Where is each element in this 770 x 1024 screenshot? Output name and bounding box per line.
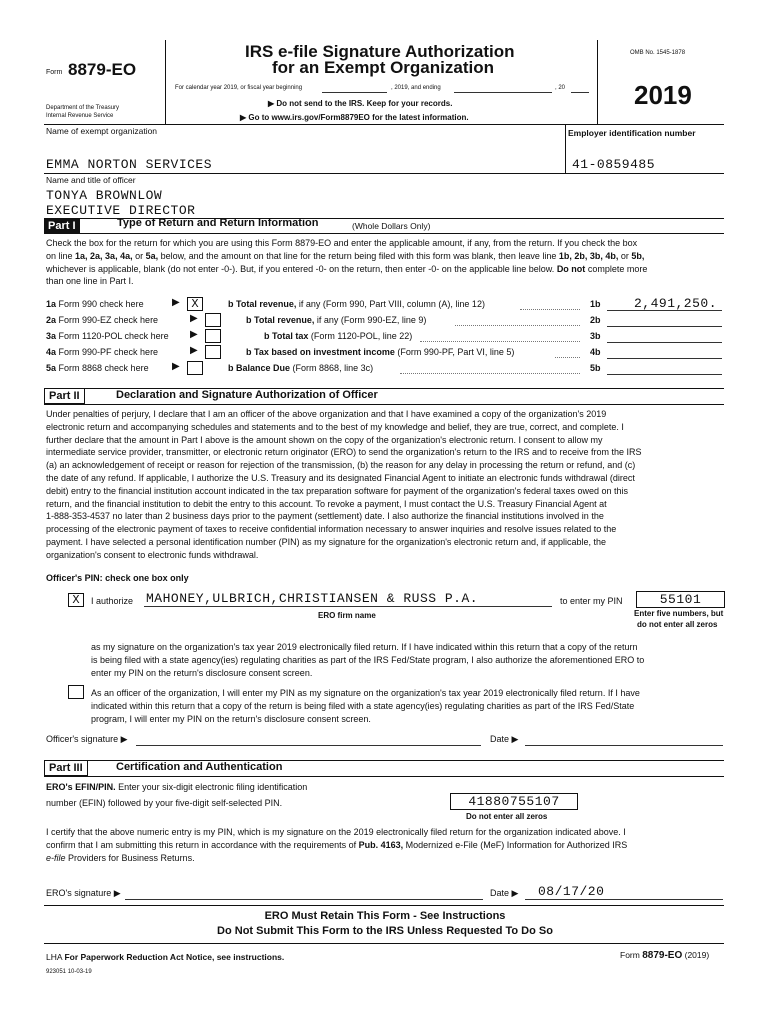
paperwork-notice: LHA For Paperwork Reduction Act Notice, see instructions.: [46, 952, 285, 962]
part1-subtitle: (Whole Dollars Only): [352, 221, 431, 231]
part2-title: Declaration and Signature Authorization of Officer: [116, 389, 378, 401]
arrow-right-icon: ▶: [113, 888, 121, 898]
fiscal-begin-field[interactable]: [322, 92, 387, 93]
ein-value[interactable]: 41-0859485: [572, 157, 656, 172]
line-5b-label: 5b: [590, 363, 601, 373]
calendar-text-b: , 2019, and ending: [391, 85, 441, 91]
pin-heading: Officer's PIN: check one box only: [46, 573, 189, 583]
line-2b-label: 2b: [590, 315, 601, 325]
total-revenue-value[interactable]: 2,491,250.: [634, 296, 718, 311]
tax-year: 2019: [634, 80, 692, 110]
part3-tag: Part III: [44, 760, 88, 776]
form-title-line2: for an Exempt Organization: [272, 58, 494, 77]
enter-five-numbers: Enter five numbers, but: [634, 609, 724, 618]
part2-tag: Part II: [44, 388, 85, 404]
arrow-right-icon: ▶: [190, 345, 198, 356]
ero-signature-label: ERO's signature ▶: [46, 888, 121, 898]
calendar-text-a: For calendar year 2019, or fiscal year beginning: [175, 85, 303, 91]
row-2b: b Total revenue, if any (Form 990-EZ, line 9): [246, 315, 427, 325]
officer-signature-field[interactable]: [136, 745, 481, 746]
line-4b-label: 4b: [590, 347, 601, 357]
not-all-zeros: do not enter all zeros: [637, 620, 718, 629]
arrow-right-icon: ▶: [190, 329, 198, 340]
certification-text: I certify that the above numeric entry is my PIN, which is my signature on the 2019 electronically filed return for the organization indicated above. I confirm that I am submitting this return in accordance with the requirements of Pub. 4163, Modernized e-File (MeF) Information for Authorized IRS e-file Providers for Business Returns.: [46, 827, 628, 863]
officer-title-value[interactable]: EXECUTIVE DIRECTOR: [46, 203, 196, 218]
line-1b-label: 1b: [590, 299, 601, 309]
form-title-line1: IRS e-file Signature Authorization: [245, 42, 515, 61]
footer-form-id: Form 8879-EO (2019): [620, 950, 710, 961]
arrow-right-icon: ▶: [120, 734, 128, 744]
row-3a: 3a Form 1120-POL check here: [46, 331, 169, 341]
arrow-right-icon: ▶: [511, 888, 519, 898]
row-1b: b Total revenue, if any (Form 990, Part VIII, column (A), line 12): [228, 299, 485, 309]
option2-text: As an officer of the organization, I will enter my PIN as my signature on the organization's tax year 2019 electronically filed return. If I have indicated within this return that a copy of the return is being filed with a state agency(ies) regulating charities as part of the IRS Fed/State program, I will enter my PIN on the return's disclosure consent screen.: [91, 688, 640, 724]
no-send-notice: ▶ Do not send to the IRS. Keep for your records.: [268, 99, 453, 108]
authorize-ero-checkbox[interactable]: X: [68, 593, 84, 607]
row-3b: b Total tax (Form 1120-POL, line 22): [264, 331, 413, 341]
fiscal-year-field[interactable]: [571, 92, 589, 93]
i-authorize-label: I authorize: [91, 596, 134, 606]
ero-date-value[interactable]: 08/17/20: [538, 884, 605, 899]
row-1a: 1a Form 990 check here: [46, 299, 144, 309]
do-not-enter-zeros: Do not enter all zeros: [466, 812, 548, 821]
form1120pol-checkbox[interactable]: [205, 329, 221, 343]
row-5a: 5a Form 8868 check here: [46, 363, 149, 373]
ero-date-label: Date ▶: [490, 888, 519, 898]
form-label: Form: [46, 69, 63, 76]
arrow-right-icon: ▶: [190, 313, 198, 324]
line-3b-label: 3b: [590, 331, 601, 341]
arrow-right-icon: ▶: [240, 113, 247, 122]
efin-pin-value[interactable]: 41880755107: [450, 793, 578, 810]
ero-firm-name-label: ERO firm name: [318, 611, 376, 620]
officer-signature-label: Officer's signature ▶: [46, 734, 128, 744]
part1-title: Type of Return and Return Information: [117, 217, 319, 229]
officer-date-field[interactable]: [525, 745, 723, 746]
arrow-right-icon: ▶: [268, 99, 275, 108]
do-not-submit-notice: Do Not Submit This Form to the IRS Unless Requested To Do So: [217, 925, 553, 937]
catalog-code: 923051 10-03-19: [46, 969, 92, 975]
option1-text: as my signature on the organization's tax year 2019 electronically filed return. If I have indicated within this return that a copy of the return is being filed with a state agency(ies) regulating charities as part of the IRS Fed/State program, I also authorize the aforementioned ERO to enter my PIN on the return's disclosure consent screen.: [91, 642, 645, 678]
omb-number: OMB No. 1545-1878: [630, 50, 686, 56]
dept-treasury: Department of the Treasury: [46, 105, 120, 111]
row-4b: b Tax based on investment income (Form 990-PF, Part VI, line 5): [246, 347, 515, 357]
officer-date-label: Date ▶: [490, 734, 519, 744]
part1-instructions: Check the box for the return for which you are using this Form 8879-EO and enter the applicable amount, if any, from the return. If you check the box on line 1a, 2a, 3a, 4a, or 5a, below, and the amount on that line for the return being filed with this form was blank, then leave line 1b, 2b, 3b, 4b, or 5b, whichever is applicable, blank (do not enter -0-). But, if you entered -0- on the return, then enter -0- on the applicable line below. Do not complete more than one line in Part I.: [46, 238, 648, 287]
goto-notice: ▶ Go to www.irs.gov/Form8879EO for the latest information.: [240, 113, 469, 122]
ero-retain-notice: ERO Must Retain This Form - See Instructions: [264, 910, 506, 922]
org-name-label: Name of exempt organization: [46, 126, 158, 136]
form990-checkbox[interactable]: X: [187, 297, 203, 311]
arrow-right-icon: ▶: [511, 734, 519, 744]
arrow-right-icon: ▶: [172, 297, 180, 308]
row-5b: b Balance Due (Form 8868, line 3c): [228, 363, 374, 373]
part2-declaration: Under penalties of perjury, I declare that I am an officer of the above organization and that I have examined a copy of the organization's 2019 electronic return and accompanying schedules and statements and to the best of my knowledge and belief, they are true, correct, and complete. I further declare that the amount in Part I above is the amount shown on the copy of the organization's electronic return. I consent to allow my intermediate service provider, transmitter, or electronic return originator (ERO) to send the organization's return to the IRS and to receive from the IRS (a) an acknowledgement of receipt or reason for rejection of the transmission, (b) the reason for any delay in processing the return or refund, and (c) the date of any refund. If applicable, I authorize the U.S. Treasury and its designated Financial Agent to initiate an electronic funds withdrawal (direct debit) entry to the financial institution account indicated in the tax preparation software for payment of the organization's federal taxes owed on this return, and the financial institution to debit the entry to this account. To revoke a payment, I must contact the U.S. Treasury Financial Agent at 1-888-353-4537 no later than 2 business days prior to the payment (settlement) date. I also authorize the financial institutions involved in the processing of the electronic payment of taxes to receive confidential information necessary to answer inquiries and resolve issues related to the payment. I have selected a personal identification number (PIN) as my signature for the organization's electronic return and, if applicable, the organization's consent to electronic funds withdrawal.: [46, 409, 642, 560]
officer-name-value[interactable]: TONYA BROWNLOW: [46, 188, 163, 203]
arrow-right-icon: ▶: [172, 361, 180, 372]
officer-label: Name and title of officer: [46, 175, 136, 185]
ero-firm-value[interactable]: MAHONEY,ULBRICH,CHRISTIANSEN & RUSS P.A.: [146, 591, 479, 606]
org-name-value[interactable]: EMMA NORTON SERVICES: [46, 157, 213, 172]
part3-title: Certification and Authentication: [116, 761, 283, 773]
dept-irs: Internal Revenue Service: [46, 113, 114, 119]
form990ez-checkbox[interactable]: [205, 313, 221, 327]
form990pf-checkbox[interactable]: [205, 345, 221, 359]
row-4a: 4a Form 990-PF check here: [46, 347, 159, 357]
to-enter-pin-label: to enter my PIN: [560, 596, 623, 606]
officer-enter-pin-checkbox[interactable]: [68, 685, 84, 699]
efin-instructions: ERO's EFIN/PIN. Enter your six-digit electronic filing identification number (EFIN) followed by your five-digit self-selected PIN.: [46, 782, 308, 808]
part1-tag: Part I: [44, 218, 80, 234]
row-2a: 2a Form 990-EZ check here: [46, 315, 159, 325]
officer-pin-value[interactable]: 55101: [636, 591, 725, 608]
ero-signature-field[interactable]: [125, 899, 483, 900]
form8868-checkbox[interactable]: [187, 361, 203, 375]
ein-label: Employer identification number: [568, 128, 696, 138]
form-number: 8879-EO: [68, 60, 137, 79]
fiscal-end-field[interactable]: [454, 92, 552, 93]
calendar-text-c: , 20: [555, 85, 566, 91]
